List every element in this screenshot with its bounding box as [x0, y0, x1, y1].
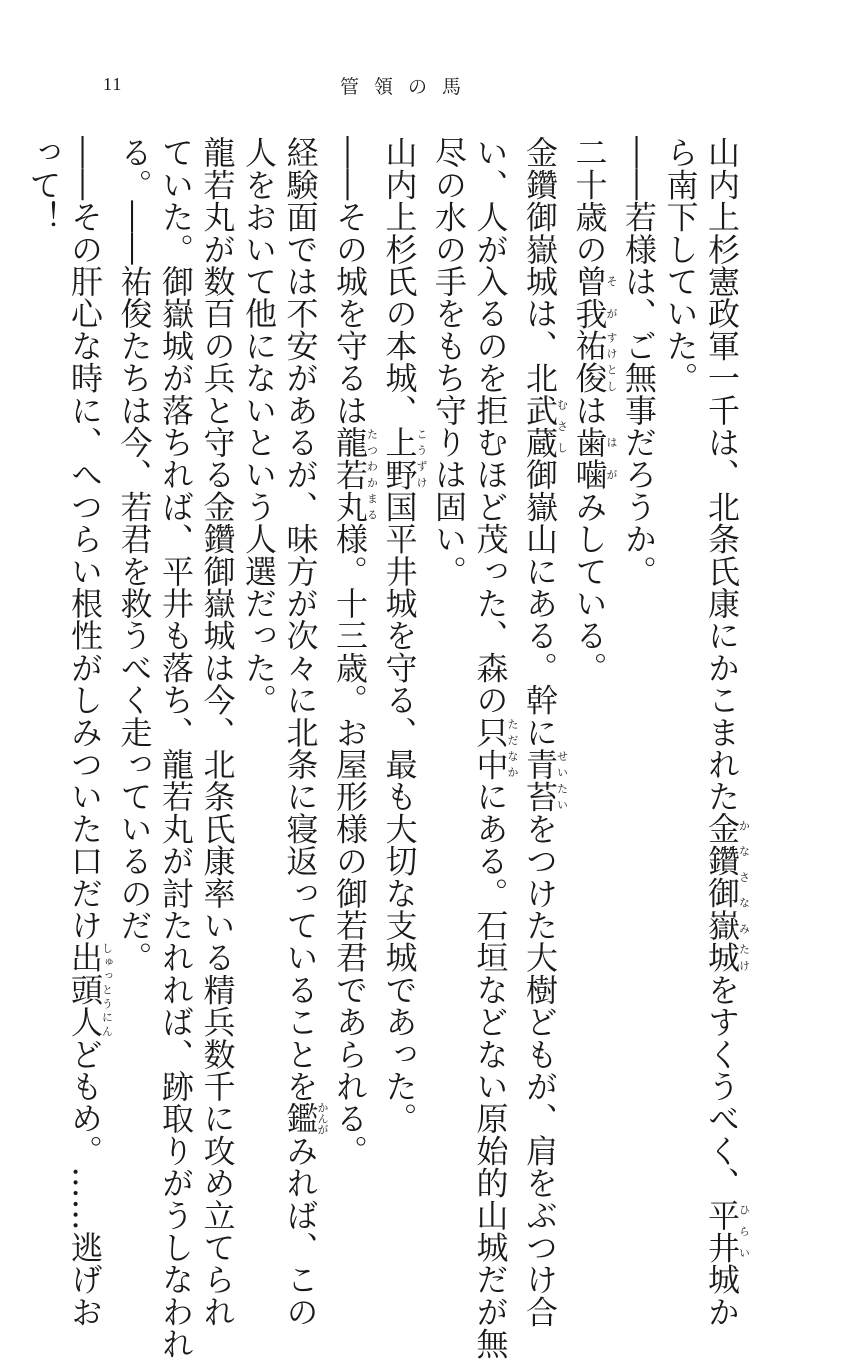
text-line	[701, 136, 751, 1328]
furigana: せいたい	[555, 747, 569, 813]
text-line	[659, 136, 701, 1146]
text-line	[378, 136, 428, 1146]
text-segment: みしている。	[570, 490, 609, 684]
furigana: すけとし	[605, 329, 618, 394]
ruby-base: 曾我	[570, 264, 609, 330]
ruby-word	[471, 715, 519, 781]
furigana: が	[605, 458, 618, 491]
text-segment: をつけた大樹どもが、肩をぶつけ合	[521, 812, 559, 1328]
furigana: たつわかまる	[365, 425, 379, 523]
ruby-word	[570, 264, 618, 330]
text-line	[618, 136, 660, 1146]
furigana: ひらい	[737, 1198, 751, 1264]
text-line	[22, 136, 64, 1146]
text-line	[113, 136, 155, 1146]
text-segment: 山内上杉氏の本城、	[380, 136, 419, 426]
text-segment: みれば、この	[281, 1134, 320, 1328]
text-segment: は	[570, 393, 609, 426]
ruby-word	[570, 329, 618, 394]
ruby-word	[521, 393, 569, 459]
text-segment: をすくうべく、	[703, 973, 741, 1199]
ruby-base: 青苔	[521, 747, 559, 813]
text-segment: 城か	[703, 1263, 741, 1328]
text-segment: 尽の水の手をもち守りは固い。	[430, 136, 468, 587]
text-segment: い、人が入るのを拒むほど茂った、森の	[471, 136, 510, 716]
text-segment: ――その城を守るは	[331, 136, 369, 426]
text-line	[64, 136, 114, 1328]
text-line	[519, 136, 569, 1328]
text-segment: ――その肝心な時に、へつらい根性がしみついた口だけ	[66, 136, 104, 941]
furigana: そが	[605, 264, 618, 330]
text-segment: 御嶽山にある。幹に	[521, 458, 559, 748]
text-segment: どもめ。……逃げお	[66, 1037, 104, 1328]
text-line	[155, 136, 197, 1360]
furigana: かんが	[316, 1101, 329, 1135]
text-segment: って！	[24, 136, 63, 233]
text-segment: にある。石垣などない原始的山城だが無	[471, 780, 510, 1360]
furigana: ただなか	[506, 715, 519, 781]
ruby-base: 上野	[380, 425, 419, 491]
text-line	[428, 136, 470, 1146]
text-line	[238, 136, 280, 1146]
furigana: しゅっとうにん	[100, 941, 114, 1038]
text-segment: ――若様は、ご無事だろうか。	[620, 136, 658, 587]
ruby-base: 武蔵	[521, 393, 559, 459]
ruby-base: 龍若丸	[331, 425, 369, 523]
furigana: は	[605, 425, 618, 459]
text-line	[329, 136, 379, 1167]
ruby-base: 歯	[570, 425, 609, 459]
ruby-base: 平井	[703, 1198, 741, 1264]
ruby-base: 金鑽御嶽	[703, 812, 741, 942]
ruby-base: 祐俊	[570, 329, 609, 394]
text-segment: 金鑽御嶽城は、北	[521, 136, 559, 394]
ruby-base: 只中	[471, 715, 510, 781]
text-segment: 山内上杉憲政軍一千は、北条氏康にかこまれた	[703, 136, 741, 813]
text-segment: る。――祐俊たちは今、若君を救うべく走っているのだ。	[115, 136, 154, 974]
furigana: かなさなみ	[737, 812, 751, 942]
furigana: こうずけ	[415, 425, 428, 491]
ruby-word	[570, 425, 618, 459]
text-segment: ていた。御嶽城が落ちれば、平井も落ち、龍若丸が討たれれば、跡取りがうしなわれ	[157, 136, 195, 1360]
ruby-base: 噛	[570, 458, 609, 491]
ruby-word	[703, 1198, 751, 1264]
text-segment: 二十歳の	[570, 136, 609, 265]
furigana: たけ	[737, 941, 751, 974]
ruby-word	[281, 1101, 329, 1135]
ruby-base: 鑑	[281, 1101, 320, 1135]
text-line	[279, 136, 329, 1328]
ruby-word	[380, 425, 428, 491]
text-segment: 国平井城を守る、最も大切な支城であった。	[380, 490, 419, 1135]
body-text	[24, 136, 751, 1360]
ruby-word	[66, 941, 114, 1038]
text-segment: 人をおいて他にないという人選だった。	[240, 136, 278, 716]
ruby-base: 出頭人	[66, 941, 104, 1038]
ruby-word	[703, 941, 751, 974]
running-title: 管領の馬	[340, 76, 477, 98]
ruby-word	[331, 425, 379, 523]
text-segment: 様。十三歳。お屋形様の御若君であられる。	[331, 522, 369, 1167]
ruby-base: 城	[703, 941, 741, 974]
ruby-word	[703, 812, 751, 942]
page-number: 11	[103, 74, 123, 94]
text-line	[568, 136, 618, 1146]
text-line	[469, 136, 519, 1360]
text-segment: ら南下していた。	[661, 136, 700, 394]
ruby-word	[570, 458, 618, 491]
text-line	[196, 136, 238, 1328]
text-segment: 経験面では不安があるが、味方が次々に北条に寝返っていることを	[281, 136, 320, 1102]
furigana: むさし	[555, 393, 569, 459]
ruby-word	[521, 747, 569, 813]
text-segment: 龍若丸が数百の兵と守る金鑽御嶽城は今、北条氏康率いる精兵数千に攻め立てられ	[198, 136, 237, 1328]
